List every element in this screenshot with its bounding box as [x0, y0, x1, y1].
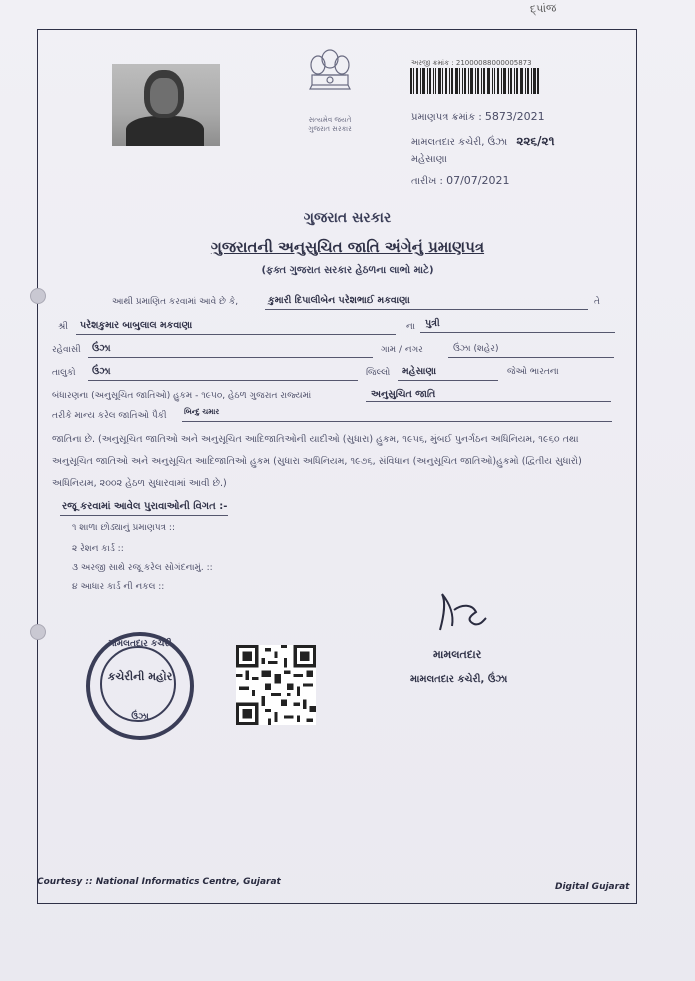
- seal-bottom-text: ઉંઝા: [131, 712, 149, 722]
- evidence-item-2: ૨ રેશન કાર્ડ ::: [72, 544, 124, 554]
- state-label: જેઓ ભારતના: [507, 367, 559, 377]
- signatory-office: મામલતદાર કચેરી, ઉંઝા: [410, 674, 508, 685]
- evidence-heading: રજૂ કરવામાં આવેલ પુરાવાઓની વિગત :-: [62, 501, 228, 512]
- evidence-item-3: ૩ અરજી સાથે રજૂ કરેલ સોગંદનામું. ::: [72, 563, 213, 573]
- caste-category: અનુસુચિત જાતિ: [371, 389, 436, 400]
- corner-handwritten-note: દ્પાંજ: [529, 1, 557, 16]
- evidence-item-1: ૧ શાળા છોડ્યાનું પ્રમાણપત્ર ::: [72, 523, 175, 533]
- na-label: ના: [406, 322, 415, 332]
- shri-label: શ્રી: [58, 322, 68, 332]
- signatory-title: મામલતદાર: [433, 648, 482, 661]
- legal-text-line-2: અનુસૂચિત જાતિઓ અને અનુસૂચિત આદિજાતિઓ હુકમ (સુધારા અધિનિયમ, ૧૯૭૬, સંવિધાન (અનુસૂચિત જાતિઓ)હુકમો (દ્વિતીય સુધારો): [52, 456, 582, 467]
- applicant-name: કુમારી દિપાલીબેન પરેશભાઈ મકવાણા: [268, 295, 410, 306]
- footer-courtesy: Courtesy :: National Informatics Centre, Gujarat: [37, 877, 281, 887]
- father-name: પરેશકુમાર બાબુલાલ મકવાણા: [80, 320, 193, 331]
- caste: બિન્દુ ચમાર: [184, 407, 220, 416]
- taluka-label: તાલુકો: [52, 368, 76, 378]
- district: મહેસાણા: [402, 366, 437, 377]
- office-handwritten-number: ૨૨૬/૨૧: [516, 134, 555, 148]
- seal-ring-text: મામલતદાર કચેરી: [108, 639, 172, 649]
- punch-hole-bottom: [30, 624, 46, 640]
- evidence-item-4: ૪ આધાર કાર્ડ ની નકલ ::: [72, 582, 165, 592]
- te-label: તે: [594, 297, 600, 307]
- government-title: ગુજરાત સરકાર: [303, 210, 392, 226]
- seal-center-text: કચેરીની મહોર: [107, 670, 173, 683]
- issue-date: 07/07/2021: [446, 174, 510, 187]
- emblem-caption-govt: ગુજરાત સરકાર: [308, 125, 352, 133]
- office-label: મામલતદાર કચેરી, ઉંઝા: [411, 137, 508, 148]
- barcode: [410, 68, 540, 94]
- applicant-photo: [112, 64, 220, 146]
- residence: ઉંઝા: [92, 343, 111, 354]
- district-label: જિલ્લો: [366, 368, 391, 378]
- qr-code: [236, 645, 316, 725]
- ashoka-emblem-icon: [300, 45, 360, 115]
- recognized-label: તરીકે માન્ય કરેલ જાતિઓ પૈકી: [52, 411, 167, 421]
- office-seal: [86, 632, 194, 740]
- certificate-title: ગુજરાતની અનુસુચિત જાતિ અંગેનું પ્રમાણપત્ર: [210, 238, 485, 256]
- emblem-caption: સત્યમેવ જયતે: [308, 116, 352, 124]
- village-label: ગામ / નગર: [381, 345, 423, 355]
- certificate-number: 5873/2021: [484, 110, 545, 123]
- date-label: તારીખ :: [411, 176, 443, 187]
- certificate-subtitle: (ફક્ત ગુજરાત સરકાર હેઠળના લાભો માટે): [261, 265, 434, 276]
- legal-text-line-1: જાતિના છે. (અનુસૂચિત જાતિઓ અને અનુસૂચિત આદિજાતિઓની યાદીઓ (સુધારા) હુકમ, ૧૯૫૬, મુંબઈ પુનર્ગઠન અધિનિયમ, ૧૯૬૦ તથા: [52, 434, 579, 445]
- taluka: ઉંઝા: [92, 366, 111, 377]
- application-number: અરજી ક્રમાંક : 21000088000005873: [411, 59, 532, 67]
- legal-text-line-3: અધિનિયમ, ૨૦૦૨ હેઠળ સુધારવામાં આવી છે.): [52, 478, 227, 489]
- header-district: મહેસાણા: [411, 154, 447, 165]
- village: ઉંઝા (શહેર): [453, 344, 499, 354]
- punch-hole-top: [30, 288, 46, 304]
- signature-mark: [432, 590, 492, 638]
- residence-label: રહેવાસી: [52, 345, 81, 355]
- footer-digital-gujarat: Digital Gujarat: [555, 882, 630, 892]
- relation: પુત્રી: [425, 318, 440, 329]
- constitution-text: બંધારણના (અનુસૂચિત જાતિઓ) હુકમ - ૧૯૫૦, હેઠળ ગુજરાત રાજ્યમાં: [52, 391, 312, 401]
- certify-text: આથી પ્રમાણિત કરવામાં આવે છે કે,: [112, 297, 239, 307]
- certificate-number-label: પ્રમાણપત્ર ક્રમાંક :: [411, 112, 482, 123]
